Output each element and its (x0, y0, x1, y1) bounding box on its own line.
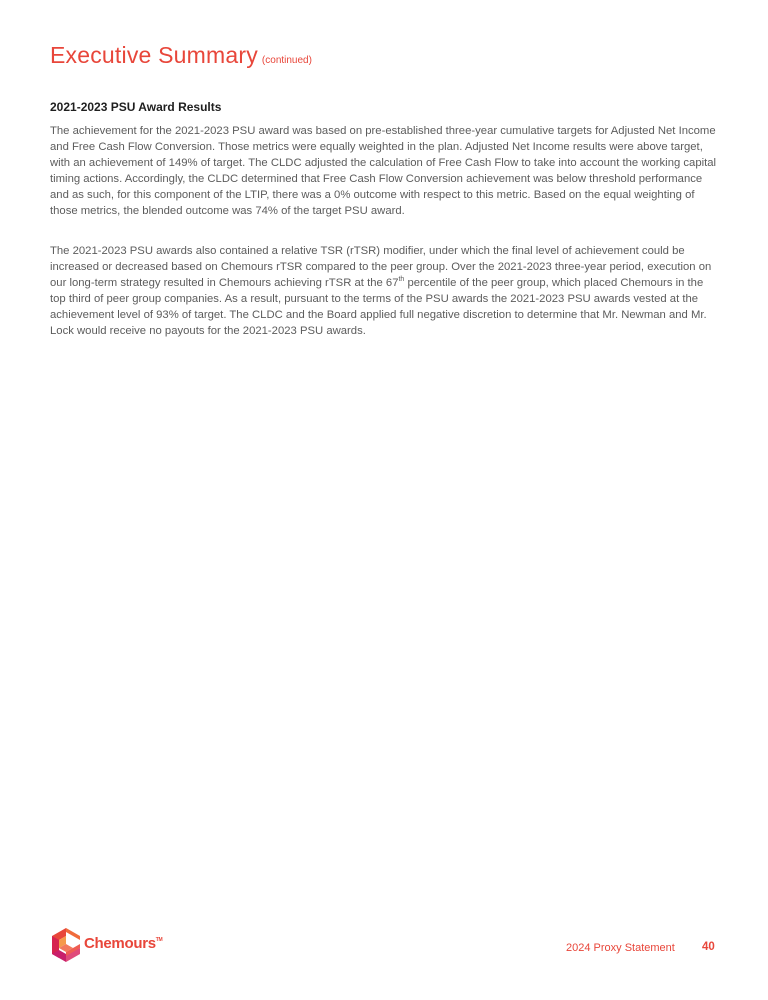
paragraph-rtsr-modifier (50, 243, 720, 339)
page-title: Executive Summary (50, 42, 258, 68)
paragraph-rtsr-text-2: percentile of the peer group, which placed Chemours in the top third of peer group companies. As a result, pursuant to the terms of the PSU awards the 2021-2023 PSU awards vested at the achievement level of 93% of target. The CLDC and the Board applied full negative discretion to determine that Mr. Newman and Mr. Lock would receive no payouts for the 2021-2023 PSU awards. (50, 277, 707, 337)
chemours-logo (50, 926, 190, 964)
logo-wordmark: Chemours™ (84, 935, 163, 952)
section-heading: 2021-2023 PSU Award Results (50, 100, 222, 114)
footer-document-label: 2024 Proxy Statement (566, 942, 675, 954)
paragraph-rtsr-text-1: The 2021-2023 PSU awards also contained a relative TSR (rTSR) modifier, under which the final level of achievement could be increased or decreased based on Chemours rTSR compared to the peer group. Over the 2021-2023 three-year period, execution on our long-term strategy resulted in Chemours achieving rTSR at the 67 (50, 245, 712, 289)
paragraph-psu-results: The achievement for the 2021-2023 PSU award was based on pre-established three-year cumulative targets for Adjusted Net Income and Free Cash Flow Conversion. Those metrics were equally weighted in the plan. Adjusted Net Income results were above target, with an achievement of 149% of target. The CLDC adjusted the calculation of Free Cash Flow to take into account the working capital timing actions. Accordingly, the CLDC determined that Free Cash Flow Conversion achievement was below threshold performance and as such, for this component of the LTIP, there was a 0% outcome with respect to this metric. Based on the equal weighting of those metrics, the blended outcome was 74% of the target PSU award. (50, 125, 717, 217)
ordinal-superscript: th (398, 276, 405, 284)
page-number: 40 (702, 941, 715, 953)
page-title-row (50, 42, 312, 69)
page-title-suffix: (continued) (261, 55, 312, 66)
chemours-logo-icon (50, 926, 82, 964)
